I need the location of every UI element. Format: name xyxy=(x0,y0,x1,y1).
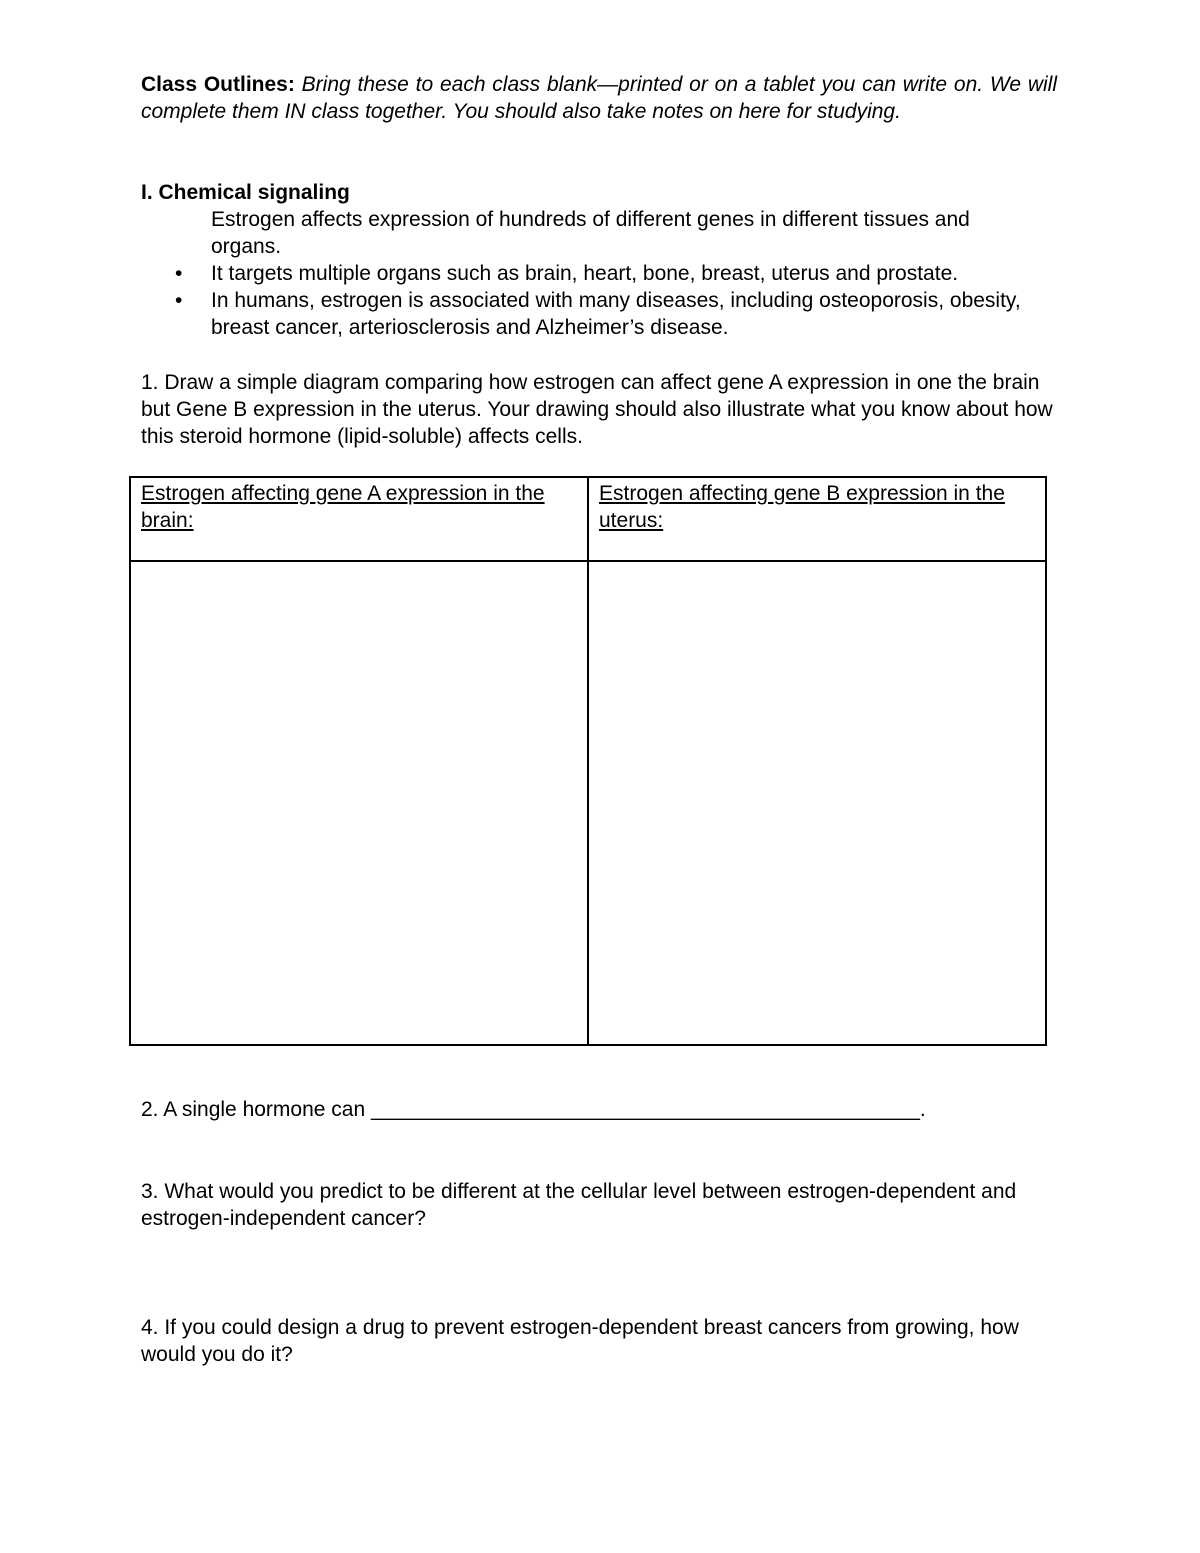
gene-a-drawing-area[interactable] xyxy=(130,561,588,1045)
question-3: 3. What would you predict to be different at the cellular level between estrogen-dependent and estrogen-independent cancer? xyxy=(141,1180,1017,1230)
bullet-list xyxy=(141,260,1051,341)
gene-a-header: Estrogen affecting gene A expression in the brain: xyxy=(141,482,545,532)
list-item xyxy=(141,260,1051,287)
gene-b-header-cell xyxy=(588,477,1046,561)
gene-b-header: Estrogen affecting gene B expression in the uterus: xyxy=(599,482,1005,532)
bullet-icon: • xyxy=(175,262,183,285)
question-2: 2. A single hormone can _______________________________________________. xyxy=(141,1098,926,1121)
intro-text: Bring these to each class blank—printed or on a tablet you can write on. We will complete them IN class together. You should also take notes on here for studying. xyxy=(141,73,1057,123)
section-paragraph: Estrogen affects expression of hundreds of different genes in different tissues and organs. xyxy=(211,208,970,258)
bullet-text: In humans, estrogen is associated with many diseases, including osteoporosis, obesity, breast cancer, arteriosclerosis and Alzheimer’s disease. xyxy=(211,289,1021,339)
question-1: 1. Draw a simple diagram comparing how estrogen can affect gene A expression in one the brain but Gene B expression in the uterus. Your drawing should also illustrate what you know about how this steroid hormone (lipid-soluble) affects cells. xyxy=(141,371,1053,448)
list-item xyxy=(141,287,1051,341)
intro-label: Class Outlines: xyxy=(141,73,295,96)
table-drawing-row xyxy=(130,561,1046,1045)
table-header-row xyxy=(130,477,1046,561)
gene-a-header-cell xyxy=(130,477,588,561)
question-4: 4. If you could design a drug to prevent estrogen-dependent breast cancers from growing, how would you do it? xyxy=(141,1316,1019,1366)
drawing-table xyxy=(129,476,1047,1046)
intro-paragraph xyxy=(141,71,1057,125)
section-heading: I. Chemical signaling xyxy=(141,181,350,204)
gene-b-drawing-area[interactable] xyxy=(588,561,1046,1045)
bullet-icon: • xyxy=(175,289,183,312)
bullet-text: It targets multiple organs such as brain, heart, bone, breast, uterus and prostate. xyxy=(211,262,959,285)
